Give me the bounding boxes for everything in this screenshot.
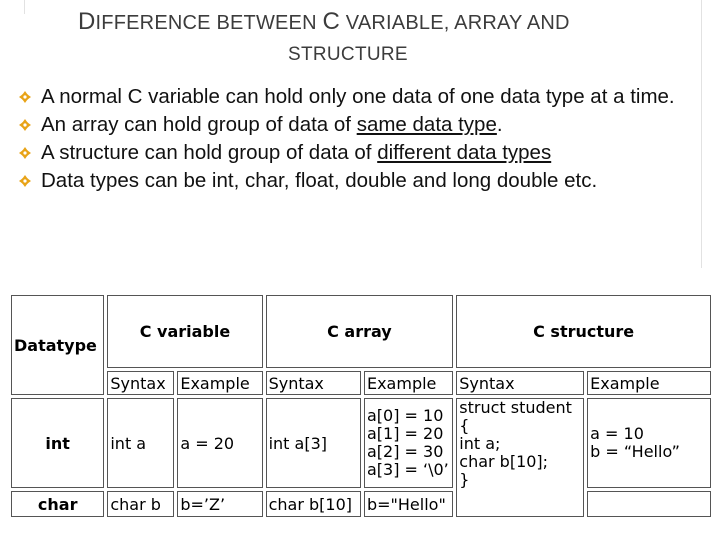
code-line: b = “Hello” (590, 442, 680, 461)
cell-arr-syntax: char b[10] (266, 491, 361, 517)
cell-struct-syntax (456, 398, 584, 517)
table-row (11, 398, 711, 488)
bullet-item (18, 84, 708, 110)
cell-arr-syntax: int a[3] (266, 398, 361, 488)
header-c-variable: C variable (107, 295, 262, 368)
cell-arr-example: b="Hello" (364, 491, 453, 517)
header-datatype: Datatype (11, 295, 104, 395)
bullet-text: A normal C variable can hold only one data of one data type at a time. (41, 85, 675, 108)
code-line: a = 10 (590, 424, 644, 443)
subheader-example: Example (587, 371, 711, 395)
cell-var-syntax: int a (107, 398, 174, 488)
cell-var-example: a = 20 (177, 398, 262, 488)
bullet-item (18, 140, 708, 166)
bullet-underlined-text: different data types (377, 141, 552, 164)
code-line: int a; (459, 434, 501, 453)
bullet-underlined-text: same data type (356, 113, 497, 136)
bullet-item (18, 168, 708, 194)
code-line: a[1] = 20 (366, 424, 444, 443)
code-line: { (459, 416, 470, 435)
cell-struct-example (587, 398, 711, 488)
bullet-fleuron-icon (18, 118, 32, 132)
bullet-list (18, 84, 708, 196)
subheader-syntax: Syntax (266, 371, 361, 395)
code-line: a[2] = 30 (366, 442, 444, 461)
row-datatype-char: char (11, 491, 104, 517)
bullet-text-end: . (496, 113, 503, 136)
slide-title-line2: STRUCTURE (288, 44, 408, 65)
cell-var-example: b=’Z’ (177, 491, 262, 517)
header-c-array: C array (266, 295, 454, 368)
code-line: a[3] = ‘\0’ (366, 460, 449, 479)
table-row (11, 491, 711, 517)
slide-title-line1: DIFFERENCE BETWEEN C VARIABLE, ARRAY AND (78, 8, 570, 35)
bullet-text: An array can hold group of data of (41, 113, 357, 136)
code-line: a[0] = 10 (366, 406, 444, 425)
cell-struct-example-empty (587, 491, 711, 517)
subheader-syntax: Syntax (107, 371, 174, 395)
subheader-example: Example (364, 371, 453, 395)
header-c-structure: C structure (456, 295, 711, 368)
bullet-fleuron-icon (18, 174, 32, 188)
bullet-text: Data types can be int, char, float, double and long double etc. (41, 169, 598, 192)
cell-var-syntax: char b (107, 491, 174, 517)
bullet-text: A structure can hold group of data of (41, 141, 378, 164)
subheader-syntax: Syntax (456, 371, 584, 395)
table-header-row (11, 295, 711, 368)
code-line: char b[10]; (459, 452, 549, 471)
subheader-example: Example (177, 371, 262, 395)
cell-arr-example (364, 398, 453, 488)
bullet-item (18, 112, 708, 138)
code-line: struct student (459, 398, 572, 417)
row-datatype-int: int (11, 398, 104, 488)
comparison-table-wrapper (8, 292, 714, 520)
bullet-fleuron-icon (18, 146, 32, 160)
comparison-table (8, 292, 714, 520)
bullet-fleuron-icon (18, 90, 32, 104)
table-subheader-row (11, 371, 711, 395)
code-line: } (459, 470, 470, 489)
